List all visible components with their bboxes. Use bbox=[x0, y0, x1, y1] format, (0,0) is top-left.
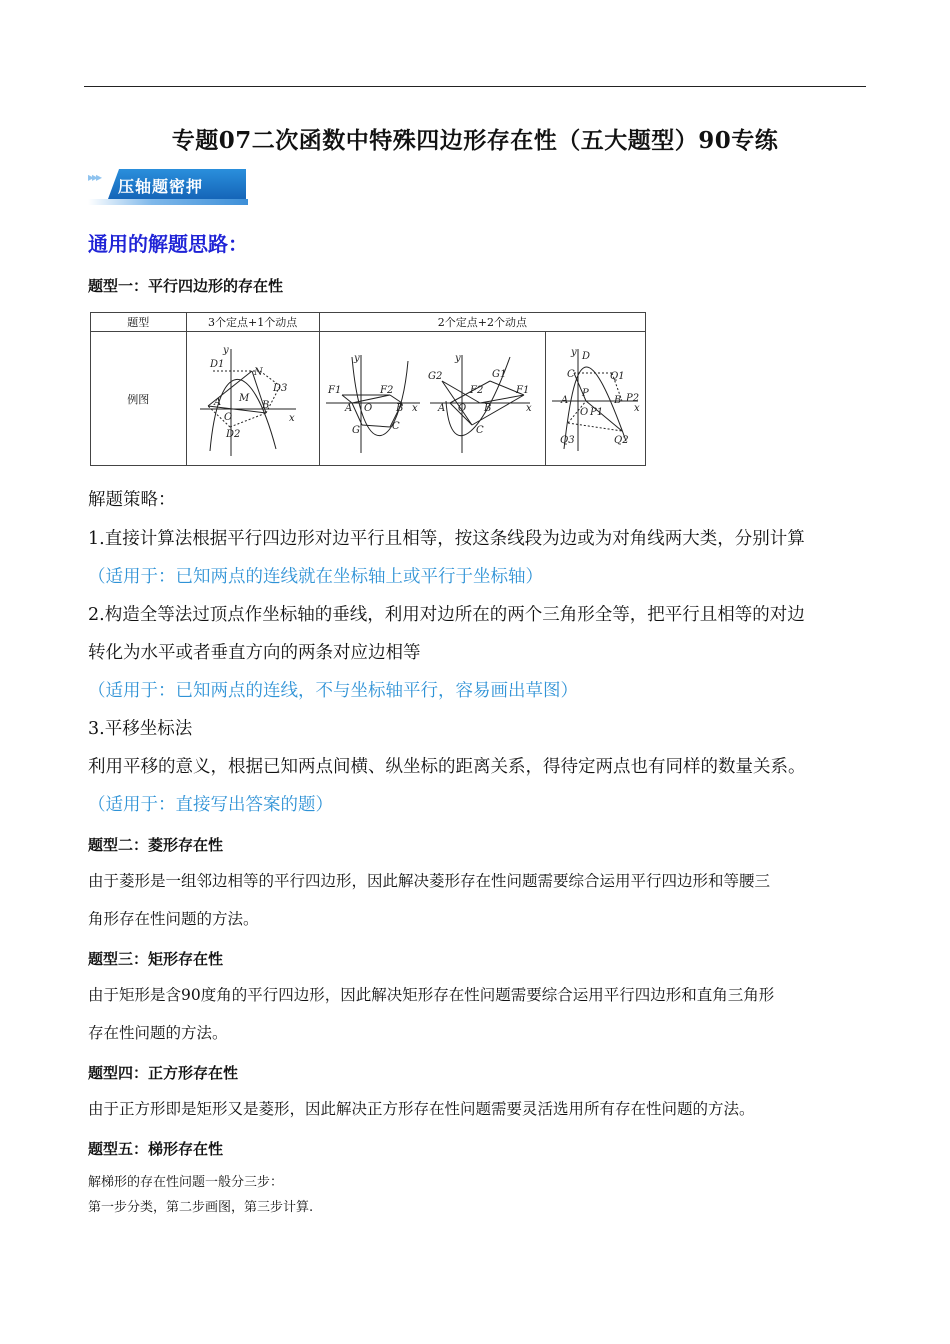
d3-label-f2: F2 bbox=[470, 385, 484, 396]
d3-label-b: B bbox=[484, 403, 492, 414]
d4-label-d: D bbox=[582, 351, 591, 362]
d4-label-b: B bbox=[614, 395, 622, 406]
strategy-item-3-desc: 利用平移的意义，根据已知两点间横、纵坐标的距离关系，得待定两点也有同样的数量关系。 bbox=[88, 757, 806, 777]
d4-label-c: C bbox=[567, 369, 575, 380]
d3-label-c: C bbox=[476, 425, 484, 436]
d2-label-y: y bbox=[354, 353, 360, 364]
d3-label-y: y bbox=[455, 353, 461, 364]
d2-label-b: B bbox=[396, 403, 404, 414]
banner-arrows-icon: ▸▸▸ bbox=[88, 170, 101, 184]
d4-label-q3: Q3 bbox=[560, 435, 575, 446]
page-title: 专题07二次函数中特殊四边形存在性（五大题型）90专练 bbox=[171, 127, 779, 154]
d1-label-b: B bbox=[262, 400, 270, 411]
section-banner bbox=[88, 166, 248, 206]
d2-label-g: G bbox=[352, 425, 360, 436]
d2-label-x: x bbox=[412, 403, 418, 414]
type4-heading: 题型四：正方形存在性 bbox=[88, 1064, 239, 1082]
d2-label-f2: F2 bbox=[380, 385, 394, 396]
strategy-label: 解题策略： bbox=[88, 490, 176, 510]
strategy-item-1: 1.直接计算法根据平行四边形对边平行且相等，按这条线段为边或为对角线两大类，分别计算 bbox=[88, 529, 805, 549]
d4-label-p: P bbox=[582, 388, 589, 399]
d1-label-d1: D1 bbox=[210, 359, 225, 370]
d1-label-a: A bbox=[214, 397, 222, 408]
d3-label-f1: F1 bbox=[516, 385, 530, 396]
type5-line2: 第一步分类，第二步画图，第三步计算. bbox=[88, 1200, 314, 1215]
strategy-note-3: （适用于：直接写出答案的题） bbox=[88, 795, 333, 815]
d2-label-a: A bbox=[345, 403, 353, 414]
d1-label-y: y bbox=[223, 345, 229, 356]
banner-underline bbox=[88, 199, 248, 205]
d4-label-q1: Q1 bbox=[610, 371, 625, 382]
d4-label-p1: P1 bbox=[590, 407, 604, 418]
table-header-fixed2: 2个定点+2个动点 bbox=[319, 313, 645, 332]
strategy-item-3: 3.平移坐标法 bbox=[88, 719, 193, 739]
table-header-fixed3: 3个定点+1个动点 bbox=[186, 313, 319, 332]
d1-label-n: N bbox=[254, 367, 263, 378]
d1-label-x: x bbox=[289, 413, 295, 424]
d4-label-y: y bbox=[571, 347, 577, 358]
d1-label-d2: D2 bbox=[226, 429, 241, 440]
d3-label-x: x bbox=[526, 403, 532, 414]
d2-label-f1: F1 bbox=[328, 385, 342, 396]
type4-line1: 由于正方形即是矩形又是菱形，因此解决正方形存在性问题需要灵活选用所有存在性问题的方法。 bbox=[88, 1100, 755, 1118]
d3-label-o: O bbox=[458, 403, 467, 414]
type1-heading: 题型一：平行四边形的存在性 bbox=[88, 277, 284, 295]
type2-line2: 角形存在性问题的方法。 bbox=[88, 910, 259, 928]
strategy-item-2-line2: 转化为水平或者垂直方向的两条对应边相等 bbox=[88, 643, 421, 663]
type3-line2: 存在性问题的方法。 bbox=[88, 1024, 228, 1042]
d2-label-o: O bbox=[364, 403, 373, 414]
d1-label-m: M bbox=[239, 393, 250, 404]
type5-heading: 题型五：梯形存在性 bbox=[88, 1140, 224, 1158]
section-heading: 通用的解题思路： bbox=[88, 232, 248, 256]
table-header-type: 题型 bbox=[91, 313, 187, 332]
d3-label-g1: G1 bbox=[492, 369, 507, 380]
example-diagrams bbox=[90, 331, 646, 465]
d3-label-a: A bbox=[438, 403, 446, 414]
strategy-note-1: （适用于：已知两点的连线就在坐标轴上或平行于坐标轴） bbox=[88, 567, 543, 587]
type3-line1: 由于矩形是含90度角的平行四边形，因此解决矩形存在性问题需要综合运用平行四边形和直角三角形 bbox=[88, 986, 775, 1004]
d4-label-p2: P2 bbox=[626, 393, 640, 404]
table-row-label: 例图 bbox=[91, 332, 187, 466]
d4-label-x: x bbox=[634, 403, 640, 414]
d2-label-c: C bbox=[392, 421, 400, 432]
type5-line1: 解梯形的存在性问题一般分三步： bbox=[88, 1175, 284, 1190]
d4-label-o: O bbox=[580, 407, 589, 418]
d3-label-g2: G2 bbox=[428, 371, 443, 382]
d1-label-d3: D3 bbox=[273, 383, 288, 394]
top-rule bbox=[84, 86, 866, 87]
strategy-note-2: （适用于：已知两点的连线，不与坐标轴平行，容易画出草图） bbox=[88, 681, 578, 701]
type2-heading: 题型二：菱形存在性 bbox=[88, 836, 224, 854]
type2-line1: 由于菱形是一组邻边相等的平行四边形，因此解决菱形存在性问题需要综合运用平行四边形和等腰三 bbox=[88, 872, 771, 890]
d1-label-o: O bbox=[224, 412, 233, 423]
d4-label-q2: Q2 bbox=[614, 435, 629, 446]
banner-label: 压轴题密押 bbox=[118, 177, 204, 196]
strategy-item-2-line1: 2.构造全等法过顶点作坐标轴的垂线，利用对边所在的两个三角形全等，把平行且相等的对边 bbox=[88, 605, 805, 625]
d4-label-a: A bbox=[561, 395, 569, 406]
type3-heading: 题型三：矩形存在性 bbox=[88, 950, 224, 968]
